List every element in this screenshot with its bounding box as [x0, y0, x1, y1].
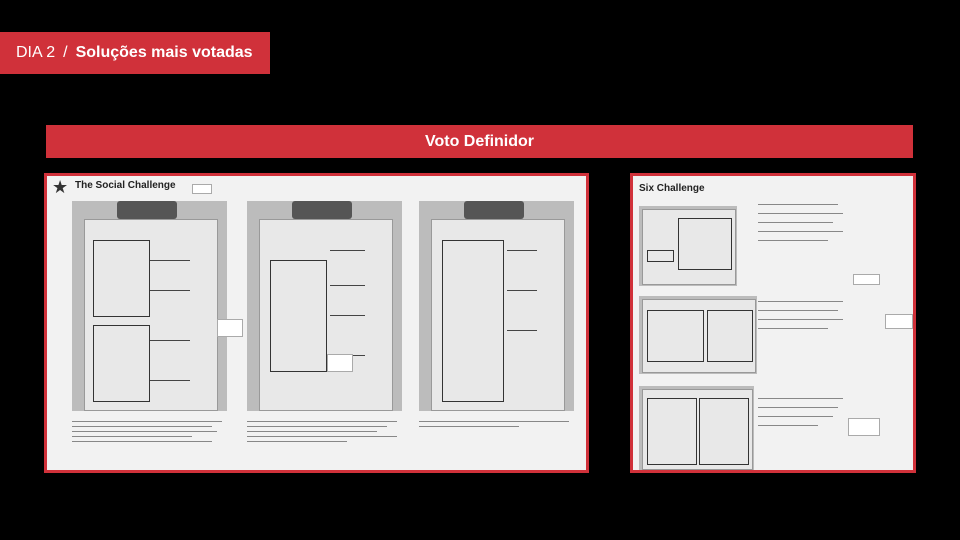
sketch-image [247, 201, 402, 411]
clipboard-clip [464, 201, 524, 219]
sticky-note [327, 354, 353, 372]
sketch-image [72, 201, 227, 411]
sticky-note [192, 184, 212, 194]
sticky-note [853, 274, 880, 285]
sketch-image [639, 296, 757, 374]
sketch-image [639, 386, 754, 471]
breadcrumb [0, 32, 270, 74]
sketch-paper [84, 219, 218, 411]
sketch-image [639, 206, 737, 286]
section-banner [46, 125, 913, 158]
solution-panel-social-challenge [44, 173, 589, 473]
solution-panel-six-challenge [630, 173, 916, 473]
sketch-caption [419, 421, 569, 427]
breadcrumb-separator: / [63, 44, 68, 61]
panel-title: The Social Challenge [75, 180, 176, 191]
sketch-caption [247, 421, 397, 442]
breadcrumb-title: Soluções mais votadas [75, 44, 253, 61]
clipboard-clip [292, 201, 352, 219]
panel-title: Six Challenge [639, 183, 705, 194]
sketch-caption [758, 301, 848, 329]
sketch-paper [259, 219, 393, 411]
sketch-caption [758, 204, 848, 241]
clipboard-clip [117, 201, 177, 219]
sticky-note [848, 418, 880, 436]
banner-title: Voto Definidor [424, 132, 535, 150]
sketch-paper [431, 219, 565, 411]
sketch-image [419, 201, 574, 411]
sticky-note [885, 314, 913, 329]
sketch-caption [758, 398, 848, 426]
sketch-caption [72, 421, 222, 442]
breadcrumb-day: DIA 2 [16, 44, 56, 61]
sticky-note [217, 319, 243, 337]
star-icon: ★ [52, 177, 69, 197]
